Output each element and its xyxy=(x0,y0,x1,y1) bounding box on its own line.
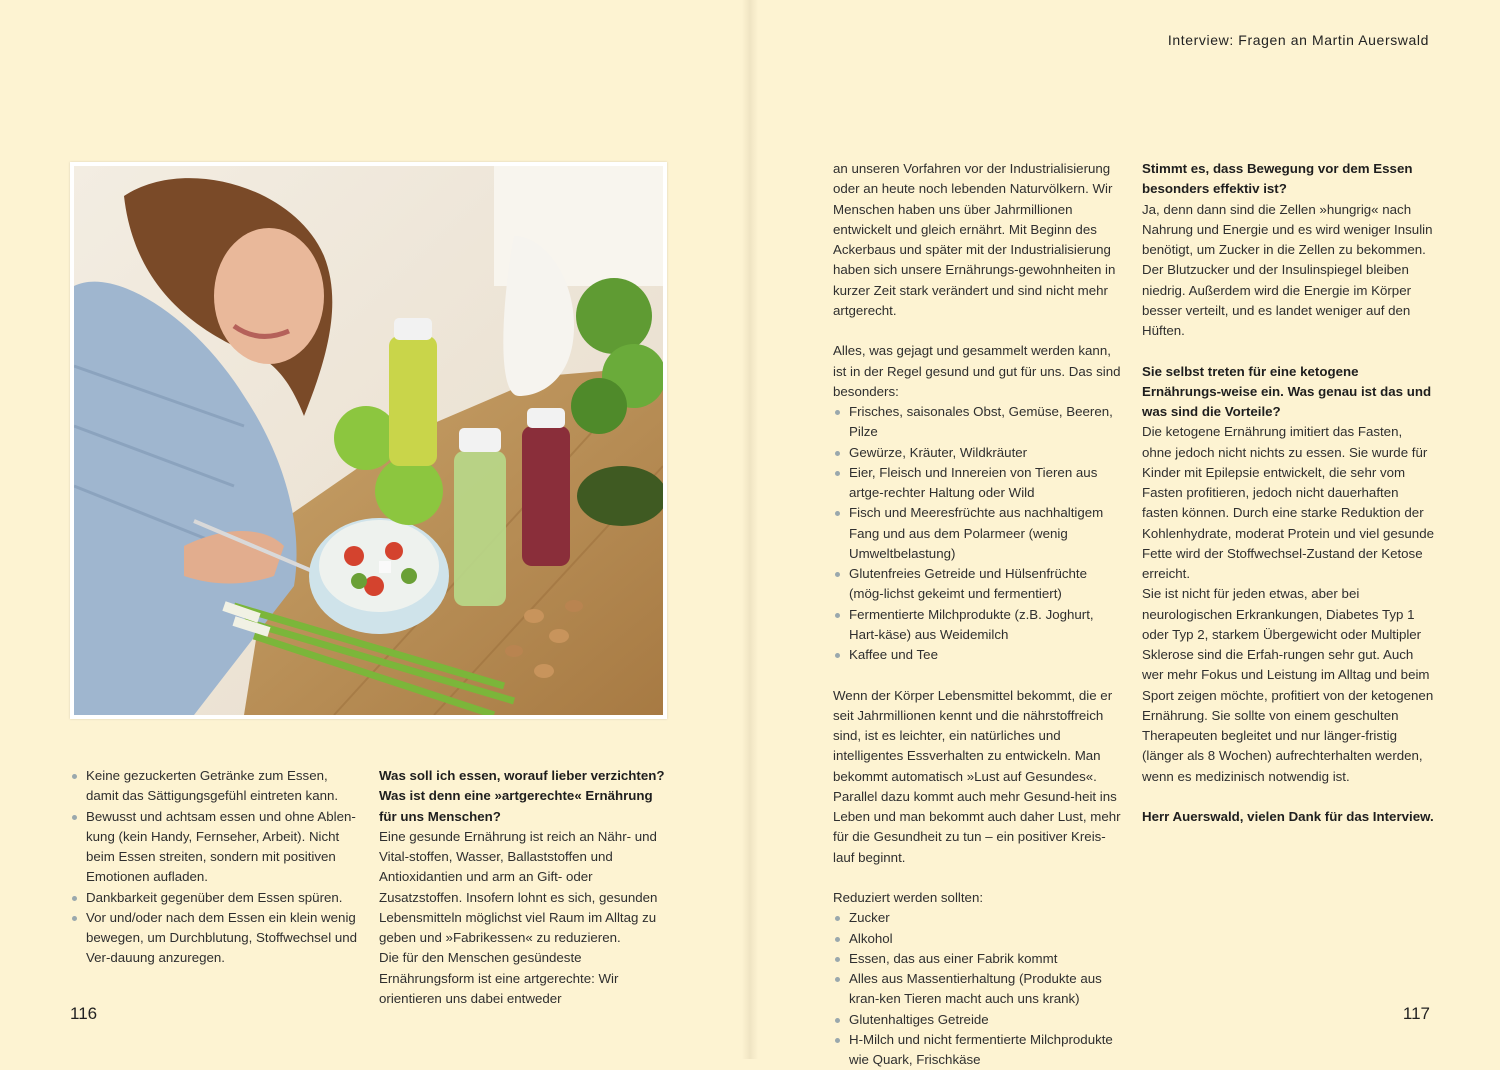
list-item: Glutenhaltiges Getreide xyxy=(833,1010,1125,1030)
page-number-right: 117 xyxy=(1402,1004,1430,1023)
food-photo xyxy=(70,162,667,719)
list-item: Essen, das aus einer Fabrik kommt xyxy=(833,949,1125,969)
list-item: Fermentierte Milchprodukte (z.B. Joghurt, Hart-käse) aus Weidemilch xyxy=(833,605,1125,646)
list-item: Alkohol xyxy=(833,929,1125,949)
col-right-interview xyxy=(1142,159,1434,827)
answer-paragraph: Eine gesunde Ernährung ist reich an Nähr- und Vital-stoffen, Wasser, Ballaststoffen und Antioxidantien und arm an Gift- oder Zusatzstoffen. Insofern lohnt es sich, gesunden Lebensmitteln möglichst viel Raum im Alltag zu geben und »Fabrikessen« zu reduzieren. xyxy=(379,828,658,945)
answer-paragraph: Ja, denn dann sind die Zellen »hungrig« nach Nahrung und Energie und es wird weniger Insulin benötigt, um Zucker in die Zellen zu bekommen. Der Blutzucker und der Insulinspiegel bleiben niedrig. Außerdem wird die Energie im Körper besser verteilt, und es landet weniger auf den Hüften. xyxy=(1142,201,1433,338)
col-left-tips xyxy=(70,766,360,969)
page-gutter xyxy=(742,0,758,1059)
question-heading: Stimmt es, dass Bewegung vor dem Essen besonders effektiv ist? xyxy=(1142,161,1413,197)
list-item: Vor und/oder nach dem Essen ein klein wenig bewegen, um Durchblutung, Stoffwechsel und Ver-dauung anzuregen. xyxy=(70,908,360,969)
question-heading: Was soll ich essen, worauf lieber verzichten? xyxy=(379,768,665,783)
paragraph: Wenn der Körper Lebensmittel bekommt, die er seit Jahrmillionen kennt und die nährstoffreich sind, ist es leichter, ein natürliches und intelligentes Essverhalten zu entwickeln. Man bekommt automatisch »Lust auf Gesundes«. Parallel dazu kommt auch mehr Gesund-heit ins Leben und man bekommt auch daher Lust, mehr für die Gesundheit zu tun – ein positiver Kreis-lauf beginnt. xyxy=(833,687,1121,865)
closing-line: Herr Auerswald, vielen Dank für das Interview. xyxy=(1142,809,1434,824)
list-item: H-Milch und nicht fermentierte Milchprodukte wie Quark, Frischkäse xyxy=(833,1030,1125,1070)
col-right-diet xyxy=(833,159,1125,1070)
answer-paragraph-2: Die für den Menschen gesündeste Ernährungsform ist eine artgerechte: Wir orientieren uns dabei entweder xyxy=(379,950,619,1006)
question-heading: Sie selbst treten für eine ketogene Ernährungs-weise ein. Was genau ist das und was sind die Vorteile? xyxy=(1142,363,1432,419)
list-item: Dankbarkeit gegenüber dem Essen spüren. xyxy=(70,888,360,908)
list-item: Alles aus Massentierhaltung (Produkte aus kran-ken Tieren macht auch uns krank) xyxy=(833,969,1125,1010)
healthy-foods-list xyxy=(833,402,1125,665)
paragraph: an unseren Vorfahren vor der Industrialisierung oder an heute noch lebenden Naturvölkern. Wir Menschen haben uns über Jahrmillionen entwickelt und gleich ernährt. Mit Beginn des Ackerbaus und später mit der Industrialisierung haben sich unsere Ernährungs-gewohnheiten in kurzer Zeit stark verändert und sind nicht mehr artgerecht. xyxy=(833,161,1116,318)
list-item: Glutenfreies Getreide und Hülsenfrüchte (mög-lichst gekeimt und fermentiert) xyxy=(833,564,1125,605)
page-number-left: 116 xyxy=(70,1004,98,1023)
list-item: Keine gezuckerten Getränke zum Essen, damit das Sättigungsgefühl eintreten kann. xyxy=(70,766,360,807)
answer-paragraph: Sie ist nicht für jeden etwas, aber bei neurologischen Erkrankungen, Diabetes Typ 1 oder Typ 2, starkem Übergewicht oder Multipler Sklerose sind die Erfah-rungen sehr gut. Auch wer mehr Fokus und Leistung im Alltag und beim Sport zeigen möchte, profitiert von der ketogenen Ernährung. Sie sollte von einem geschulten Therapeuten begleitet und nur länger-fristig (länger als 8 Wochen) aufrechterhalten werden, wenn es medizinisch notwendig ist. xyxy=(1142,586,1434,784)
answer-paragraph: Die ketogene Ernährung imitiert das Fasten, ohne jedoch nicht nichts zu essen. Sie wurde für Kinder mit Epilepsie entwickelt, die sehr vom Fasten profitieren, jedoch nicht dauerhaften fasten können. Durch eine starke Reduktion der Kohlenhydrate, moderat Protein und viel gesunde Fette wird der Stoffwechsel-Zustand der Ketose erreicht. xyxy=(1142,424,1434,581)
reduce-intro: Reduziert werden sollten: xyxy=(833,890,984,905)
list-item: Frisches, saisonales Obst, Gemüse, Beeren, Pilze xyxy=(833,402,1125,443)
reduce-foods-list xyxy=(833,908,1125,1070)
running-head: Interview: Fragen an Martin Auerswald xyxy=(1167,32,1429,48)
list-item: Gewürze, Kräuter, Wildkräuter xyxy=(833,443,1125,463)
tips-list xyxy=(70,766,360,969)
question-heading-2: Was ist denn eine »artgerechte« Ernährung für uns Menschen? xyxy=(379,788,653,824)
list-item: Eier, Fleisch und Innereien von Tieren aus artge-rechter Haltung oder Wild xyxy=(833,463,1125,504)
col-question-diet xyxy=(379,766,671,1009)
list-item: Kaffee und Tee xyxy=(833,645,1125,665)
list-item: Fisch und Meeresfrüchte aus nachhaltigem Fang und aus dem Polarmeer (wenig Umweltbelastung) xyxy=(833,503,1125,564)
list-item: Zucker xyxy=(833,908,1125,928)
woman-eating-salad-illustration xyxy=(74,166,663,715)
paragraph: Alles, was gejagt und gesammelt werden kann, ist in der Regel gesund und gut für uns. Das sind besonders: xyxy=(833,343,1121,399)
list-item: Bewusst und achtsam essen und ohne Ablen-kung (kein Handy, Fernseher, Arbeit). Nicht beim Essen streiten, sondern mit positiven Emotionen aufladen. xyxy=(70,807,360,888)
